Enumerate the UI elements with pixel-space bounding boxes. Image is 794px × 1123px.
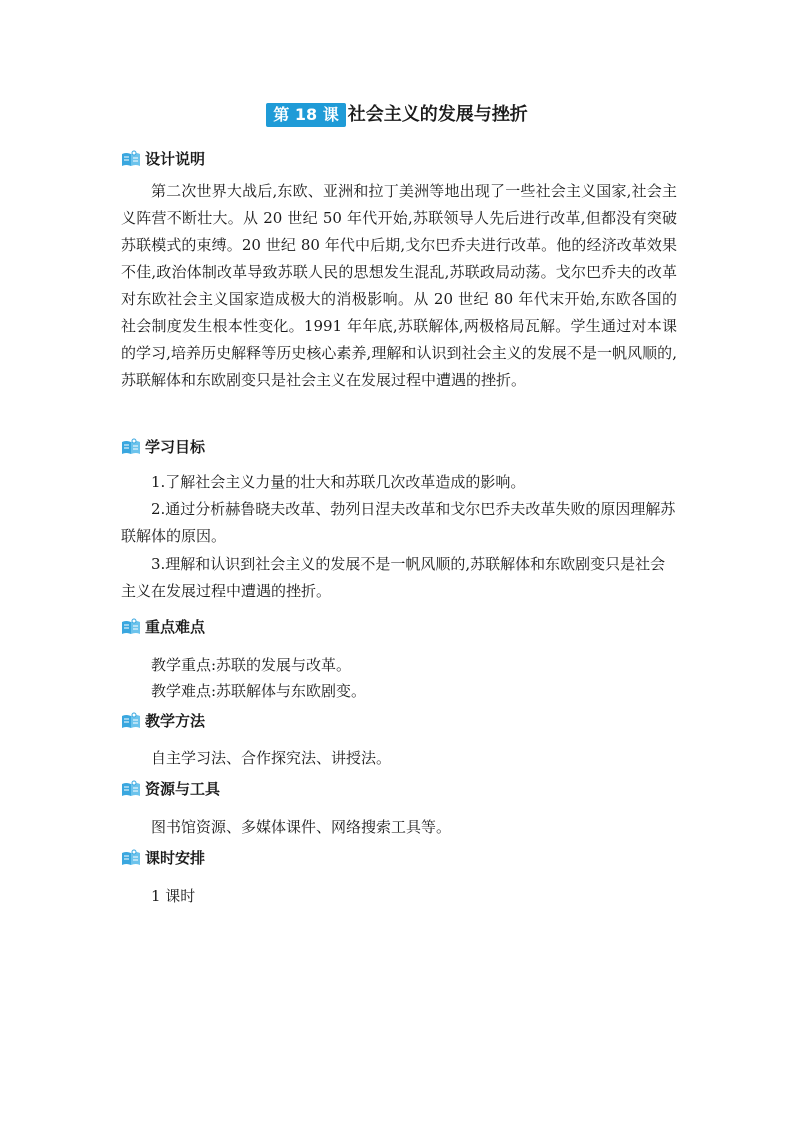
section-head-design [121,149,205,169]
open-book-icon [121,618,141,636]
section-label: 设计说明 [145,150,206,168]
teaching-difficulty: 教学难点:苏联解体与东欧剧变。 [151,682,367,700]
teaching-focus: 教学重点:苏联的发展与改革。 [151,656,352,674]
lesson-title: 社会主义的发展与挫折 [347,104,528,125]
section-head-methods [121,711,205,731]
design-paragraph: 第二次世界大战后,东欧、亚洲和拉丁美洲等地出现了一些社会主义国家,社会主义阵营不断壮大。从 20 世纪 50 年代开始,苏联领导人先后进行改革,但都没有突破苏联模式的束缚。20 世纪 80 年代中后期,戈尔巴乔夫进行改革。他的经济改革效果不佳,政治体制改革导致苏联人民的思想发生混乱,苏联政局动荡。戈尔巴乔夫的改革对东欧社会主义国家造成极大的消极影响。从 20 世纪 80 年代末开始,东欧各国的社会制度发生根本性变化。1991 年年底,苏联解体,两极格局瓦解。学生通过对本课的学习,培养历史解释等历史核心素养,理解和认识到社会主义的发展不是一帆风顺的,苏联解体和东欧剧变只是社会主义在发展过程中遭遇的挫折。 [121,182,677,389]
goal-item: 2.通过分析赫鲁晓夫改革、勃列日涅夫改革和戈尔巴乔夫改革失败的原因理解苏联解体的原因。 [121,500,676,545]
methods-text: 自主学习法、合作探究法、讲授法。 [151,749,392,767]
lesson-number-badge: 第 18 课 [266,103,345,127]
section-label: 教学方法 [145,712,206,730]
section-label: 重点难点 [145,618,206,636]
section-head-schedule [121,848,205,868]
section-head-resources [121,779,220,799]
open-book-icon [121,438,141,456]
section-label: 学习目标 [145,438,206,456]
open-book-icon [121,780,141,798]
section-head-goals [121,437,205,457]
section-head-key-points [121,617,205,637]
open-book-icon [121,849,141,867]
schedule-text: 1 课时 [151,887,196,905]
goal-item: 1.了解社会主义力量的壮大和苏联几次改革造成的影响。 [151,473,526,491]
open-book-icon [121,150,141,168]
resources-text: 图书馆资源、多媒体课件、网络搜索工具等。 [151,818,452,836]
lesson-title-row [0,103,794,127]
open-book-icon [121,712,141,730]
section-label: 资源与工具 [145,780,221,798]
section-label: 课时安排 [145,849,206,867]
goal-item: 3.理解和认识到社会主义的发展不是一帆风顺的,苏联解体和东欧剧变只是社会主义在发展过程中遭遇的挫折。 [121,555,666,600]
